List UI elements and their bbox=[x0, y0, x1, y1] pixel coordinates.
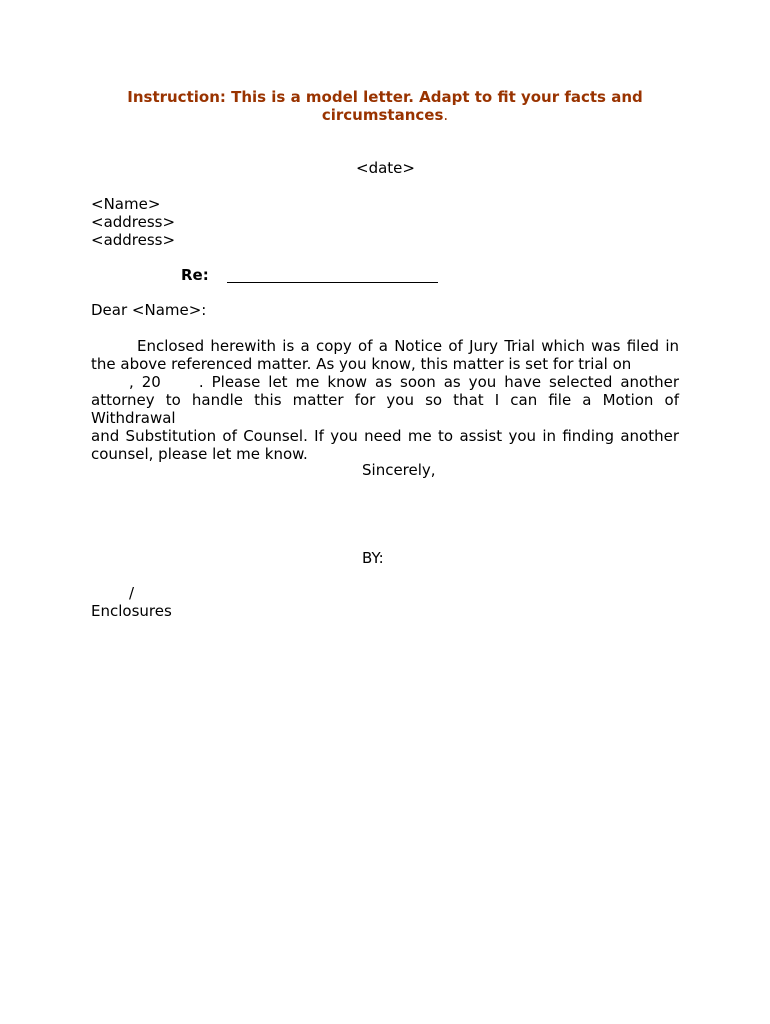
initials-slash: / bbox=[129, 584, 135, 602]
body-line-6: counsel, please let me know. bbox=[91, 445, 308, 463]
instruction-line-2-text: circumstances bbox=[321, 106, 444, 124]
salutation: Dear <Name>: bbox=[91, 301, 207, 319]
re-label: Re: bbox=[181, 266, 209, 284]
re-subject-line bbox=[227, 282, 438, 283]
body-line-1 bbox=[91, 337, 679, 355]
body-line-2: the above referenced matter. As you know, this matter is set for trial on bbox=[91, 355, 632, 373]
recipient-name: <Name> bbox=[91, 195, 161, 213]
instruction-line-2 bbox=[90, 106, 680, 124]
recipient-address-1: <address> bbox=[91, 213, 176, 231]
body-line-3 bbox=[91, 373, 679, 391]
closing: Sincerely, bbox=[362, 461, 436, 479]
letter-date: <date> bbox=[356, 159, 415, 177]
body-line-4: attorney to handle this matter for you so that I can file a Motion of Withdrawal bbox=[91, 391, 679, 427]
body-line-3-year: , 20 bbox=[129, 373, 161, 391]
instruction-line-1: Instruction: This is a model letter. Adapt to fit your facts and bbox=[127, 88, 643, 106]
instruction-note bbox=[90, 88, 680, 124]
body-line-5: and Substitution of Counsel. If you need me to assist you in finding another bbox=[91, 427, 679, 445]
letter-body bbox=[91, 337, 679, 463]
body-line-1-text: Enclosed herewith is a copy of a Notice of Jury Trial which was filed in bbox=[137, 337, 679, 355]
recipient-address-2: <address> bbox=[91, 231, 176, 249]
enclosures-label: Enclosures bbox=[91, 602, 172, 620]
instruction-period: . bbox=[443, 106, 449, 124]
recipient-block bbox=[91, 195, 175, 249]
signature-by-label: BY: bbox=[362, 549, 384, 567]
body-line-3-text: . Please let me know as soon as you have selected another bbox=[198, 373, 680, 391]
